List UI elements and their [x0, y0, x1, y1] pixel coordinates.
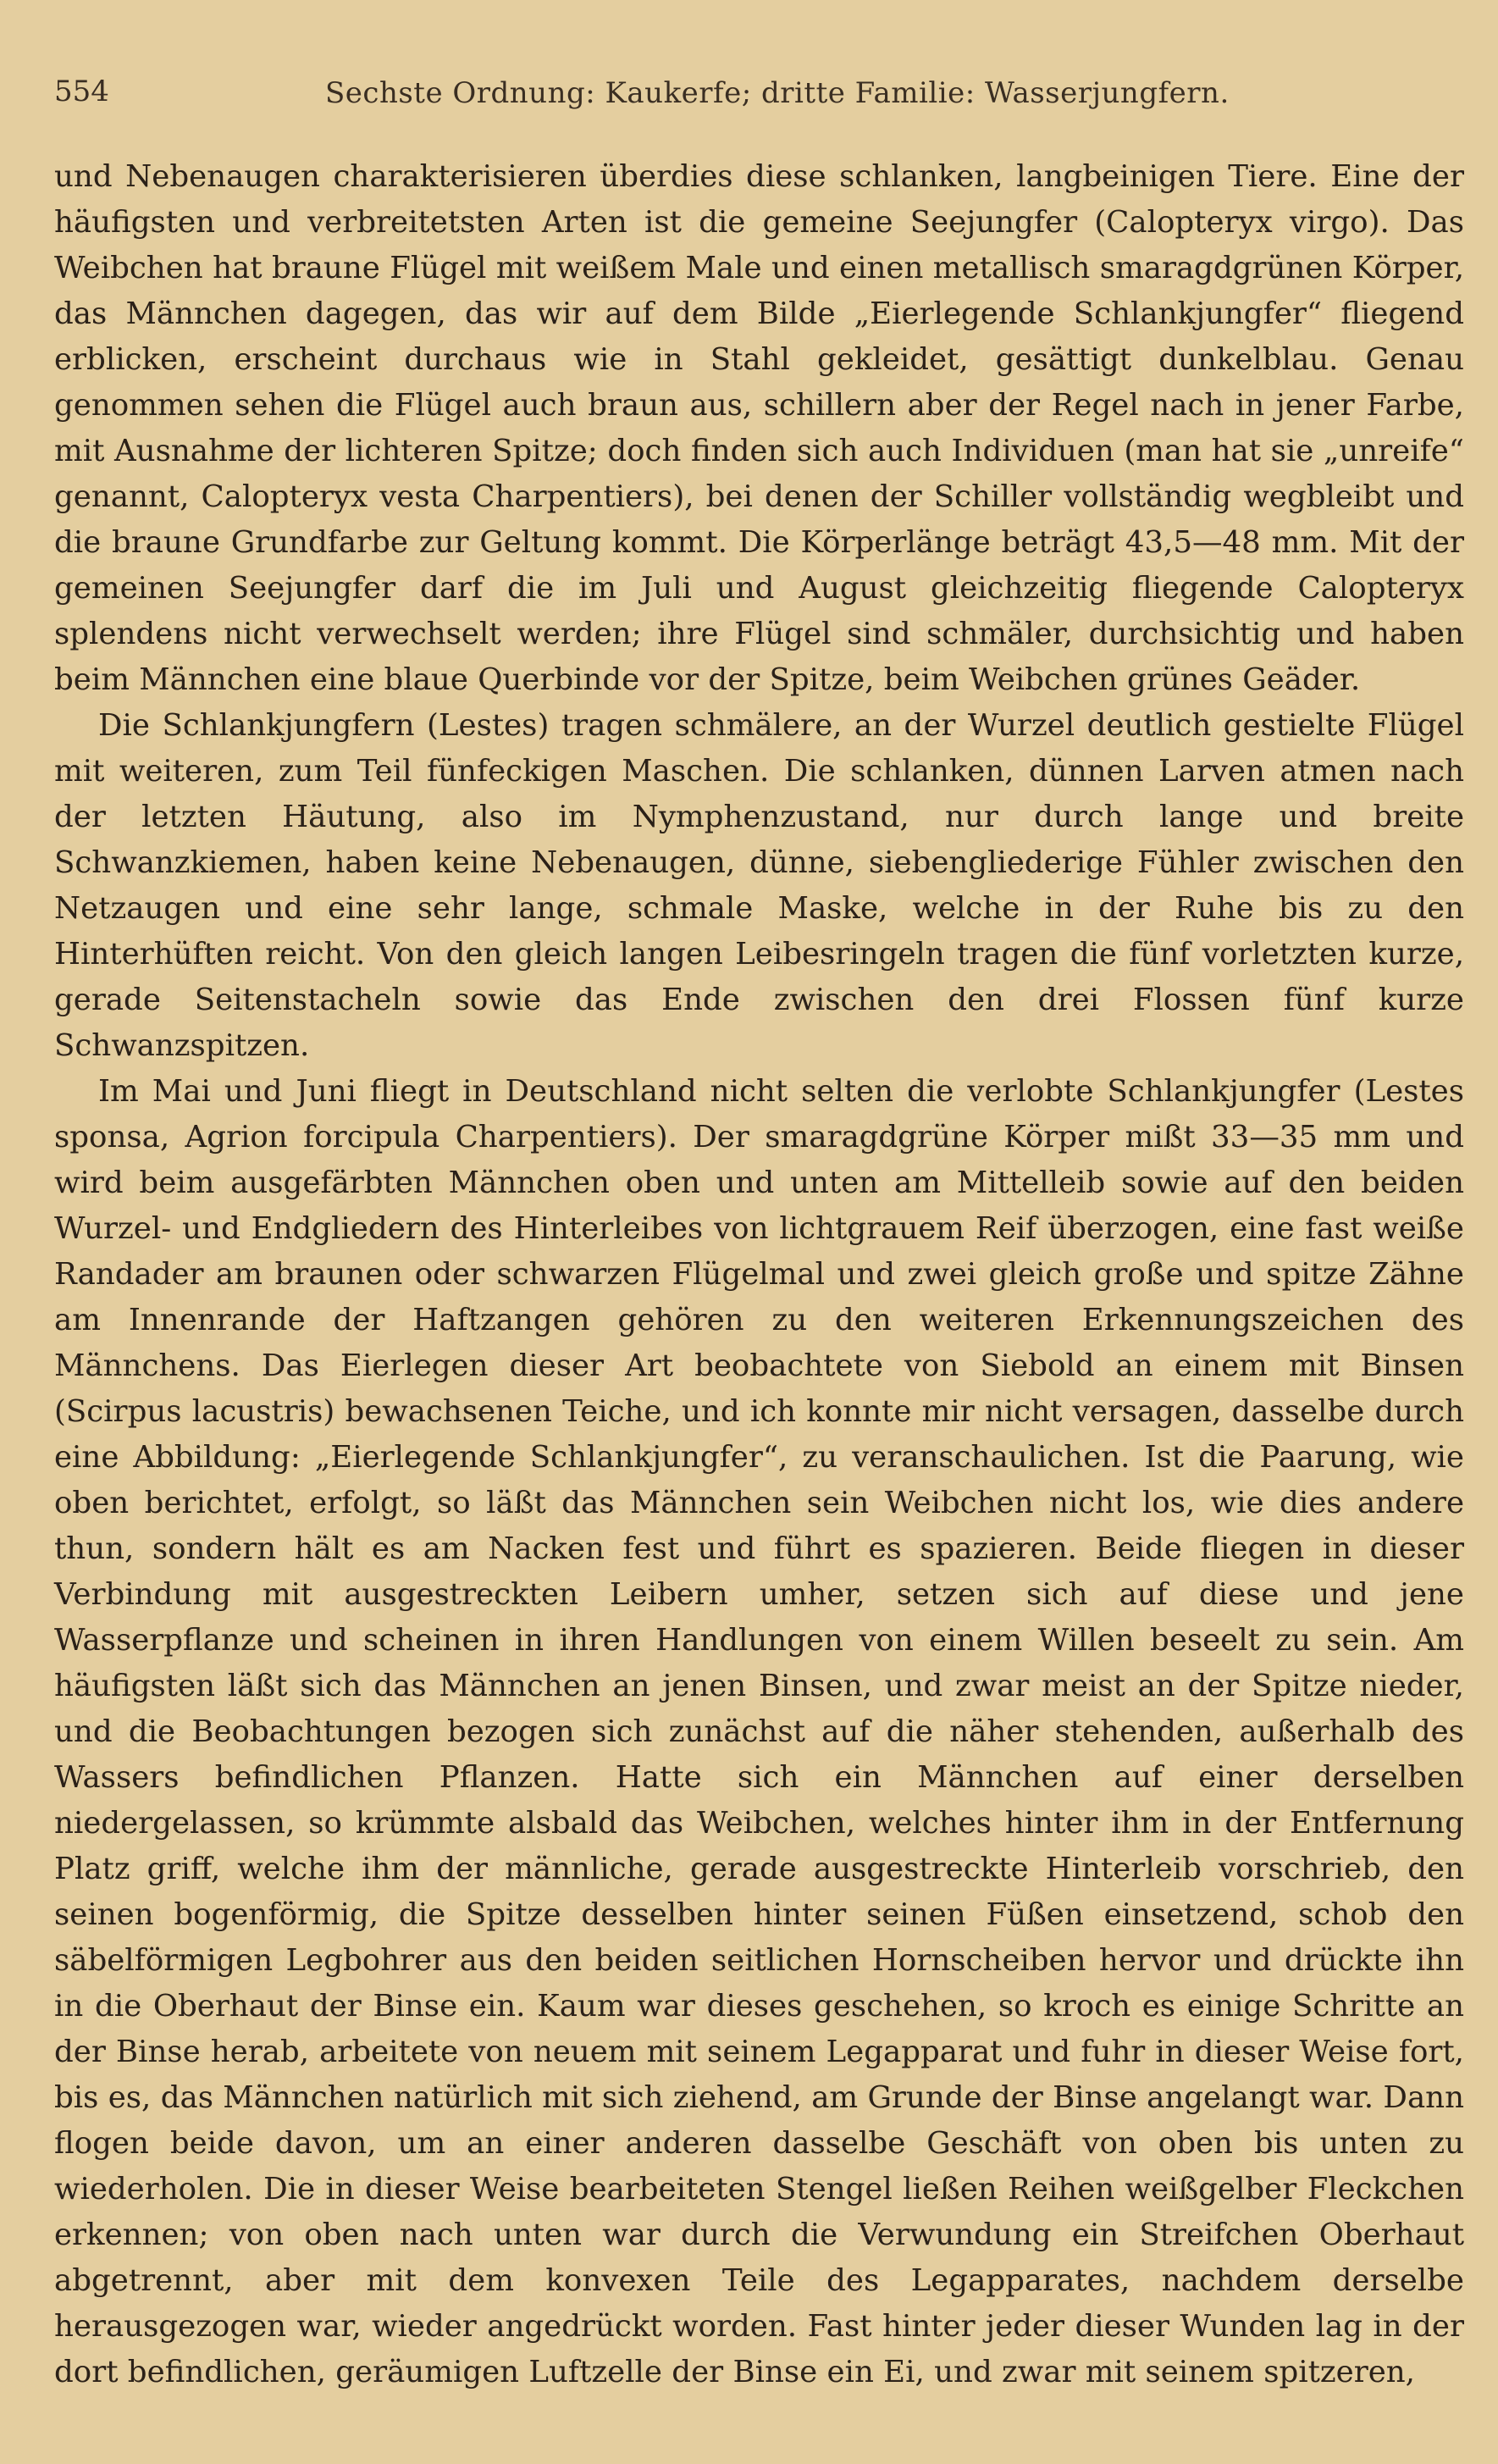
body-text	[54, 154, 1464, 2395]
paragraph: und Nebenaugen charakterisieren überdies diese schlanken, langbeinigen Tiere. Eine der häufigsten und verbreitetsten Arten ist die gemeine Seejungfer (Calopteryx virgo). Das Weibchen hat braune Flügel mit weißem Male und einen metallisch smaragdgrünen Körper, das Männchen dagegen, das wir auf dem Bilde „Eierlegende Schlankjungfer“ fliegend erblicken, erscheint durchaus wie in Stahl gekleidet, gesättigt dunkelblau. Genau genommen sehen die Flügel auch braun aus, schillern aber der Regel nach in jener Farbe, mit Ausnahme der lichteren Spitze; doch finden sich auch Individuen (man hat sie „unreife“ genannt, Calopteryx vesta Charpentiers), bei denen der Schiller vollständig wegbleibt und die braune Grundfarbe zur Geltung kommt. Die Körperlänge beträgt 43,5—48 mm. Mit der gemeinen Seejungfer darf die im Juli und August gleichzeitig fliegende Calopteryx splendens nicht verwechselt werden; ihre Flügel sind schmäler, durchsichtig und haben beim Männchen eine blaue Querbinde vor der Spitze, beim Weibchen grünes Geäder.	[54, 159, 1464, 697]
running-title: Sechste Ordnung: Kaukerfe; dritte Familie: Wasserjungfern.	[325, 76, 1230, 110]
page-header	[54, 75, 1477, 125]
paragraph: Die Schlankjungfern (Lestes) tragen schmälere, an der Wurzel deutlich gestielte Flügel mit weiteren, zum Teil fünfeckigen Maschen. Die schlanken, dünnen Larven atmen nach der letzten Häutung, also im Nymphenzustand, nur durch lange und breite Schwanzkiemen, haben keine Nebenaugen, dünne, siebengliederige Fühler zwischen den Netzaugen und eine sehr lange, schmale Maske, welche in der Ruhe bis zu den Hinterhüften reicht. Von den gleich langen Leibesringeln tragen die fünf vorletzten kurze, gerade Seitenstacheln sowie das Ende zwischen den drei Flossen fünf kurze Schwanzspitzen.	[54, 708, 1464, 1063]
paragraph: Im Mai und Juni fliegt in Deutschland nicht selten die verlobte Schlankjungfer (Lestes sponsa, Agrion forcipula Charpentiers). Der smaragdgrüne Körper mißt 33—35 mm und wird beim ausgefärbten Männchen oben und unten am Mittelleib sowie auf den beiden Wurzel- und Endgliedern des Hinterleibes von lichtgrauem Reif überzogen, eine fast weiße Randader am braunen oder schwarzen Flügelmal und zwei gleich große und spitze Zähne am Innenrande der Haftzangen gehören zu den weiteren Erkennungszeichen des Männchens. Das Eierlegen dieser Art beobachtete von Siebold an einem mit Binsen (Scirpus lacustris) bewachsenen Teiche, und ich konnte mir nicht versagen, dasselbe durch eine Abbildung: „Eierlegende Schlankjungfer“, zu veranschaulichen. Ist die Paarung, wie oben berichtet, erfolgt, so läßt das Männchen sein Weibchen nicht los, wie dies andere thun, sondern hält es am Nacken fest und führt es spazieren. Beide fliegen in dieser Verbindung mit ausgestreckten Leibern umher, setzen sich auf diese und jene Wasserpflanze und scheinen in ihren Handlungen von einem Willen beseelt zu sein. Am häufigsten läßt sich das Männchen an jenen Binsen, und zwar meist an der Spitze nieder, und die Beobachtungen bezogen sich zunächst auf die näher stehenden, außerhalb des Wassers befindlichen Pflanzen. Hatte sich ein Männchen auf einer derselben niedergelassen, so krümmte alsbald das Weibchen, welches hinter ihm in der Entfernung Platz griff, welche ihm der männliche, gerade ausgestreckte Hinterleib vorschrieb, den seinen bogenförmig, die Spitze desselben hinter seinen Füßen einsetzend, schob den säbelförmigen Legbohrer aus den beiden seitlichen Hornscheiben hervor und drückte ihn in die Oberhaut der Binse ein. Kaum war dieses geschehen, so kroch es einige Schritte an der Binse herab, arbeitete von neuem mit seinem Legapparat und fuhr in dieser Weise fort, bis es, das Männchen natürlich mit sich ziehend, am Grunde der Binse angelangt war. Dann flogen beide davon, um an einer anderen dasselbe Geschäft von oben bis unten zu wiederholen. Die in dieser Weise bearbeiteten Stengel ließen Reihen weißgelber Fleckchen erkennen; von oben nach unten war durch die Verwundung ein Streifchen Oberhaut abgetrennt, aber mit dem konvexen Teile des Legapparates, nachdem derselbe herausgezogen war, wieder angedrückt worden. Fast hinter jeder dieser Wunden lag in der dort befindlichen, geräumigen Luftzelle der Binse ein Ei, und zwar mit seinem spitzeren,	[54, 1074, 1464, 2389]
page-number: 554	[54, 75, 109, 108]
